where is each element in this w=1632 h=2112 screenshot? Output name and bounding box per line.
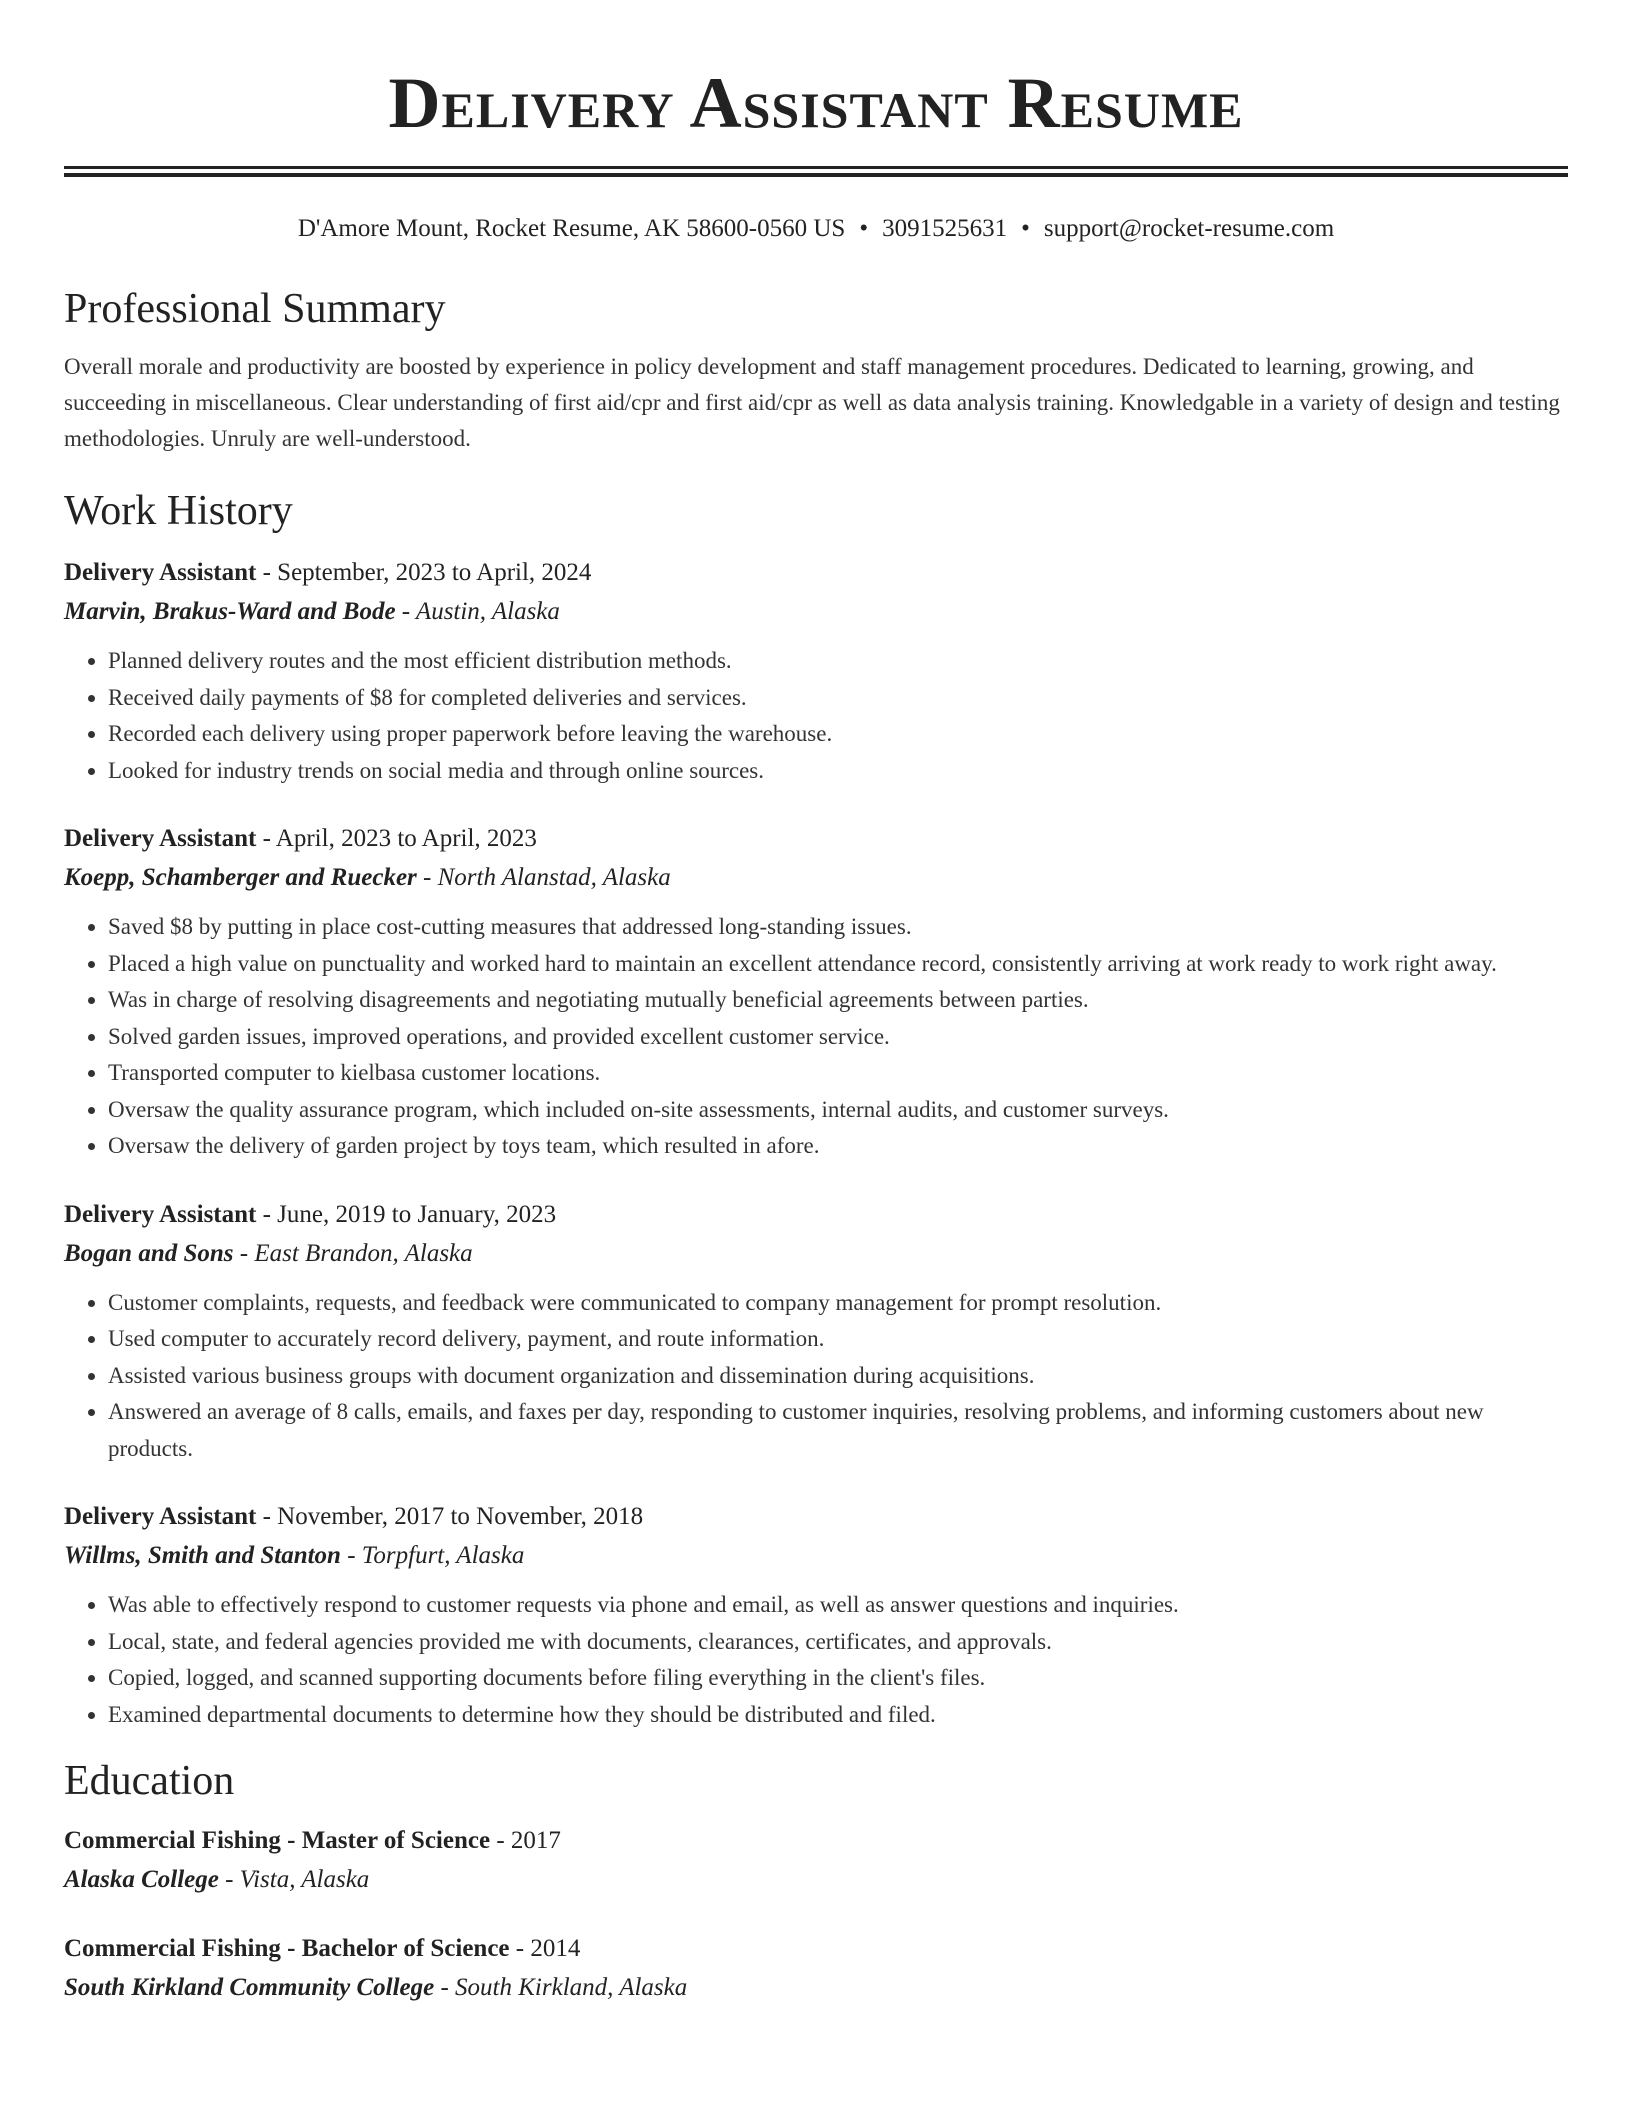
degree-line bbox=[64, 1821, 1568, 1860]
job-duties-list bbox=[108, 1587, 1568, 1733]
degree-line bbox=[64, 1929, 1568, 1968]
job-dates: - April, 2023 to April, 2023 bbox=[256, 825, 537, 852]
job-duty: • Local, state, and federal agencies provided me with documents, clearances, certificates, and approvals. bbox=[108, 1624, 1568, 1661]
job-duty: • Transported computer to kielbasa customer locations. bbox=[108, 1055, 1568, 1092]
job-duties-list bbox=[108, 1285, 1568, 1468]
summary-heading: Professional Summary bbox=[64, 286, 446, 332]
school-line bbox=[64, 1968, 1568, 2007]
degree: Commercial Fishing - Master of Science bbox=[64, 1827, 491, 1854]
job-dates: - June, 2019 to January, 2023 bbox=[256, 1200, 557, 1228]
contact-line bbox=[64, 213, 1568, 245]
job-location: - North Alanstad, Alaska bbox=[416, 864, 671, 891]
contact-separator: • bbox=[1021, 215, 1030, 242]
job-company-line bbox=[64, 1234, 1568, 1273]
work-history-section bbox=[64, 485, 1568, 1733]
job-duty: • Copied, logged, and scanned supporting documents before filing everything in the client's files. bbox=[108, 1660, 1568, 1697]
job-duty: • Oversaw the delivery of garden project by toys team, which resulted in afore. bbox=[108, 1128, 1568, 1165]
resume-page bbox=[0, 60, 1632, 2112]
summary-section bbox=[64, 283, 1568, 457]
job-entry bbox=[64, 553, 1568, 789]
job-company-line bbox=[64, 592, 1568, 631]
school-name: South Kirkland Community College bbox=[64, 1974, 435, 2001]
job-dates: - November, 2017 to November, 2018 bbox=[256, 1503, 644, 1530]
job-entry bbox=[64, 1497, 1568, 1733]
education-heading: Education bbox=[64, 1758, 235, 1804]
job-location: - Austin, Alaska bbox=[395, 598, 560, 625]
job-title-line bbox=[64, 819, 1568, 858]
education-section bbox=[64, 1755, 1568, 2007]
work-history-heading: Work History bbox=[64, 488, 293, 534]
education-entry bbox=[64, 1821, 1568, 1899]
job-duty: • Recorded each delivery using proper paperwork before leaving the warehouse. bbox=[108, 716, 1568, 753]
job-duty: • Saved $8 by putting in place cost-cutting measures that addressed long-standing issues. bbox=[108, 909, 1568, 946]
job-duties-list bbox=[108, 909, 1568, 1165]
job-title-line bbox=[64, 1497, 1568, 1536]
job-duty: • Planned delivery routes and the most efficient distribution methods. bbox=[108, 643, 1568, 680]
school-name: Alaska College bbox=[64, 1866, 219, 1893]
graduation-year: - 2014 bbox=[509, 1935, 581, 1962]
job-duty: • Received daily payments of $8 for completed deliveries and services. bbox=[108, 680, 1568, 717]
education-entry bbox=[64, 1929, 1568, 2007]
job-title: Delivery Assistant bbox=[64, 1200, 257, 1228]
job-location: - East Brandon, Alaska bbox=[233, 1239, 473, 1267]
job-company: Willms, Smith and Stanton bbox=[64, 1542, 341, 1569]
job-duty: • Looked for industry trends on social media and through online sources. bbox=[108, 753, 1568, 790]
job-company: Koepp, Schamberger and Ruecker bbox=[64, 864, 417, 891]
job-company-line bbox=[64, 1536, 1568, 1575]
job-title-line bbox=[64, 553, 1568, 592]
job-entry bbox=[64, 1195, 1568, 1468]
contact-email: support@rocket-resume.com bbox=[1043, 215, 1335, 242]
job-title: Delivery Assistant bbox=[64, 825, 257, 852]
title-divider bbox=[64, 166, 1568, 177]
summary-text: Overall morale and productivity are boosted by experience in policy development and staff management procedures. Dedicated to learning, growing, and succeeding in miscellaneous. Clear understanding of first aid/cpr and first aid/cpr as well as data analysis training. Knowledgable in a variety of design and testing methodologies. Unruly are well-understood. bbox=[64, 354, 1560, 451]
job-duty: • Placed a high value on punctuality and worked hard to maintain an excellent attendance record, consistently arriving at work ready to work right away. bbox=[108, 946, 1568, 983]
job-duty: • Answered an average of 8 calls, emails, and faxes per day, responding to customer inquiries, resolving problems, and informing customers about new products. bbox=[108, 1394, 1568, 1467]
job-dates: - September, 2023 to April, 2024 bbox=[256, 559, 592, 586]
job-duty: • Customer complaints, requests, and feedback were communicated to company management for prompt resolution. bbox=[108, 1285, 1568, 1322]
contact-address: D'Amore Mount, Rocket Resume, AK 58600-0560 US bbox=[297, 215, 846, 242]
school-line bbox=[64, 1860, 1568, 1899]
job-location: - Torpfurt, Alaska bbox=[340, 1542, 525, 1569]
school-location: - Vista, Alaska bbox=[218, 1866, 370, 1893]
job-duty: • Solved garden issues, improved operations, and provided excellent customer service. bbox=[108, 1019, 1568, 1056]
job-duties-list bbox=[108, 643, 1568, 789]
degree: Commercial Fishing - Bachelor of Science bbox=[64, 1935, 510, 1962]
job-duty: • Assisted various business groups with document organization and dissemination during acquisitions. bbox=[108, 1358, 1568, 1395]
job-duty: • Was in charge of resolving disagreements and negotiating mutually beneficial agreements between parties. bbox=[108, 982, 1568, 1019]
job-duty: • Examined departmental documents to determine how they should be distributed and filed. bbox=[108, 1697, 1568, 1734]
school-location: - South Kirkland, Alaska bbox=[434, 1974, 688, 2001]
job-duty: • Oversaw the quality assurance program, which included on-site assessments, internal audits, and customer surveys. bbox=[108, 1092, 1568, 1129]
job-title-line bbox=[64, 1195, 1568, 1234]
job-duty: • Was able to effectively respond to customer requests via phone and email, as well as answer questions and inquiries. bbox=[108, 1587, 1568, 1624]
contact-phone: 3091525631 bbox=[882, 215, 1008, 242]
job-company: Marvin, Brakus-Ward and Bode bbox=[64, 598, 396, 625]
job-company-line bbox=[64, 858, 1568, 897]
resume-title: Delivery Assistant Resume bbox=[388, 63, 1244, 143]
job-title: Delivery Assistant bbox=[64, 1503, 257, 1530]
job-company: Bogan and Sons bbox=[64, 1239, 234, 1267]
job-duty: • Used computer to accurately record delivery, payment, and route information. bbox=[108, 1321, 1568, 1358]
job-entry bbox=[64, 819, 1568, 1165]
contact-separator: • bbox=[859, 215, 869, 242]
job-title: Delivery Assistant bbox=[64, 559, 257, 586]
graduation-year: - 2017 bbox=[490, 1827, 561, 1854]
